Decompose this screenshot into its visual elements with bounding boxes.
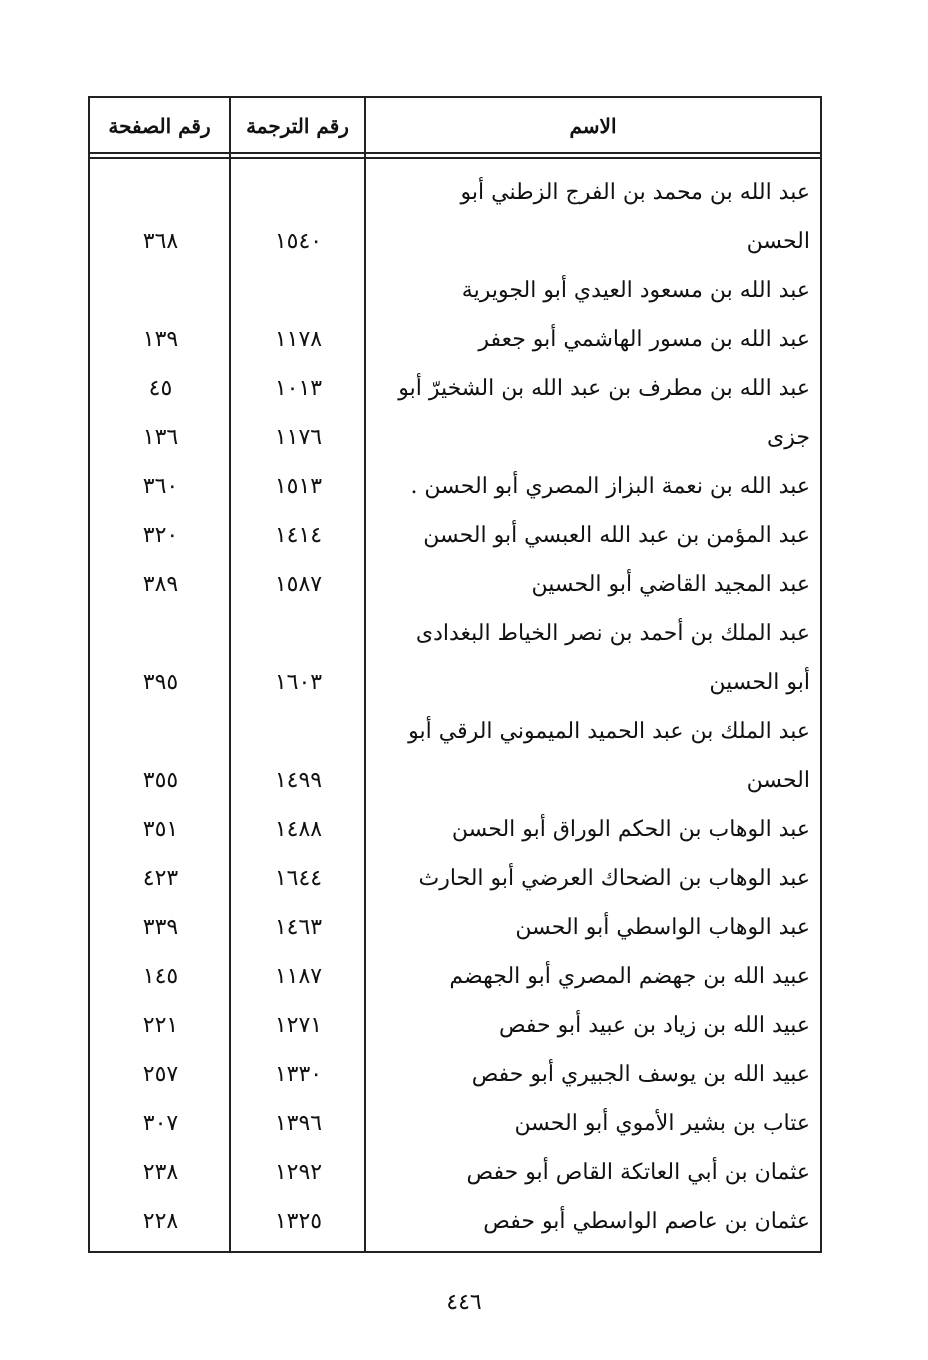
entry-translation-number: ١٣٣٠ <box>274 1062 323 1087</box>
table-header <box>90 98 820 153</box>
entry-name: عبد الوهاب بن الضحاك العرضي أبو الحارث <box>418 866 810 891</box>
entry-page-number: ٢٢١ <box>142 1013 179 1038</box>
entry-name: عثمان بن عاصم الواسطي أبو حفص <box>483 1209 810 1234</box>
entry-page-number: ١٣٩ <box>142 327 179 352</box>
table-row <box>90 168 820 217</box>
entry-translation-number: ١٢٩٢ <box>274 1160 323 1185</box>
entry-translation-number: ١٦٠٣ <box>274 670 323 695</box>
entry-name: عبد الله بن محمد بن الفرج الزطني أبو <box>460 180 810 205</box>
entry-name: الحسن <box>746 768 810 793</box>
table-row <box>90 560 820 609</box>
table-row <box>90 903 820 952</box>
table-row <box>90 1197 820 1246</box>
entry-translation-number: ١٥٨٧ <box>274 572 323 597</box>
entry-translation-number <box>231 707 366 756</box>
table-row <box>90 1148 820 1197</box>
entry-name: عبد الوهاب الواسطي أبو الحسن <box>515 915 810 940</box>
entry-name: الحسن <box>746 229 810 254</box>
entry-translation-number: ١٦٤٤ <box>274 866 323 891</box>
entry-page-number: ٣٥٥ <box>142 768 179 793</box>
table-row <box>90 315 820 364</box>
entry-translation-number <box>231 168 366 217</box>
entry-translation-number: ١١٨٧ <box>274 964 323 989</box>
header-rule <box>90 157 820 159</box>
entry-name: جزى <box>767 425 810 450</box>
entry-page-number: ٣٢٠ <box>142 523 179 548</box>
entry-translation-number: ١٤١٤ <box>274 523 323 548</box>
table-row <box>90 658 820 707</box>
entry-page-number: ٣٥١ <box>142 817 179 842</box>
entry-name: عثمان بن أبي العاتكة القاص أبو حفص <box>466 1160 810 1185</box>
entry-name: عبيد الله بن زياد بن عبيد أبو حفص <box>498 1013 810 1038</box>
entry-name: عبد الله بن نعمة البزاز المصري أبو الحسن . <box>410 474 810 499</box>
table-row <box>90 1001 820 1050</box>
header-translation-number: رقم الترجمة <box>246 114 349 138</box>
entry-name: عبد المؤمن بن عبد الله العبسي أبو الحسن <box>423 523 810 548</box>
entry-translation-number: ١٣٢٥ <box>274 1209 323 1234</box>
entry-name: عبد الملك بن أحمد بن نصر الخياط البغدادى <box>415 621 810 646</box>
entry-translation-number <box>231 266 366 315</box>
entry-name: عبد الله بن مسعود العيدي أبو الجويرية <box>461 278 810 303</box>
entry-name: عبيد الله بن جهضم المصري أبو الجهضم <box>449 964 810 989</box>
entry-page-number: ٢٥٧ <box>142 1062 179 1087</box>
entry-page-number: ٣٣٩ <box>142 915 179 940</box>
table-row <box>90 266 820 315</box>
entry-page-number: ٢٢٨ <box>142 1209 179 1234</box>
table-row <box>90 707 820 756</box>
entry-translation-number: ١١٧٦ <box>274 425 323 450</box>
entry-translation-number: ١١٧٨ <box>274 327 323 352</box>
entry-page-number: ١٣٦ <box>142 425 179 450</box>
header-rule <box>90 152 820 154</box>
table-row <box>90 1099 820 1148</box>
entry-translation-number: ١٤٩٩ <box>274 768 323 793</box>
table-row <box>90 217 820 266</box>
table-row <box>90 756 820 805</box>
entry-name: عبيد الله بن يوسف الجبيري أبو حفص <box>471 1062 810 1087</box>
entry-name: عبد الملك بن عبد الحميد الميموني الرقي أبو <box>408 719 810 744</box>
entry-name: أبو الحسين <box>709 670 810 695</box>
entry-name: عبد الوهاب بن الحكم الوراق أبو الحسن <box>451 817 810 842</box>
entry-page-number <box>90 707 231 756</box>
entry-page-number: ٤٢٣ <box>142 866 179 891</box>
table-row <box>90 364 820 413</box>
entry-translation-number <box>231 609 366 658</box>
table-row <box>90 1050 820 1099</box>
header-page-number: رقم الصفحة <box>108 114 211 138</box>
header-name: الاسم <box>569 114 617 138</box>
page-number: ٤٤٦ <box>446 1290 482 1315</box>
entry-page-number <box>90 168 231 217</box>
table-row <box>90 462 820 511</box>
entry-name: عبد المجيد القاضي أبو الحسين <box>531 572 810 597</box>
table-row <box>90 609 820 658</box>
entry-page-number <box>90 609 231 658</box>
entry-name: عبد الله بن مسور الهاشمي أبو جعفر <box>478 327 810 352</box>
entry-translation-number: ١٤٦٣ <box>274 915 323 940</box>
entry-page-number: ١٤٥ <box>142 964 179 989</box>
table-row <box>90 511 820 560</box>
entry-page-number: ٣٠٧ <box>142 1111 179 1136</box>
entry-page-number: ٣٩٥ <box>142 670 179 695</box>
entry-translation-number: ١٣٩٦ <box>274 1111 323 1136</box>
entry-page-number <box>90 266 231 315</box>
table-row <box>90 413 820 462</box>
entry-page-number: ٢٣٨ <box>142 1160 179 1185</box>
entry-page-number: ٤٥ <box>148 376 173 401</box>
entry-translation-number: ١٥١٣ <box>274 474 323 499</box>
entry-name: عبد الله بن مطرف بن عبد الله بن الشخيرّ أبو <box>398 376 810 401</box>
entry-translation-number: ١٠١٣ <box>274 376 323 401</box>
table-row <box>90 805 820 854</box>
entry-translation-number: ١٢٧١ <box>274 1013 323 1038</box>
table-row <box>90 952 820 1001</box>
index-table <box>88 96 822 1253</box>
entry-page-number: ٣٦٨ <box>142 229 179 254</box>
entry-translation-number: ١٤٨٨ <box>274 817 323 842</box>
entry-name: عتاب بن بشير الأموي أبو الحسن <box>514 1111 810 1136</box>
entry-translation-number: ١٥٤٠ <box>274 229 323 254</box>
entry-page-number: ٣٦٠ <box>142 474 179 499</box>
table-row <box>90 854 820 903</box>
entry-page-number: ٣٨٩ <box>142 572 179 597</box>
